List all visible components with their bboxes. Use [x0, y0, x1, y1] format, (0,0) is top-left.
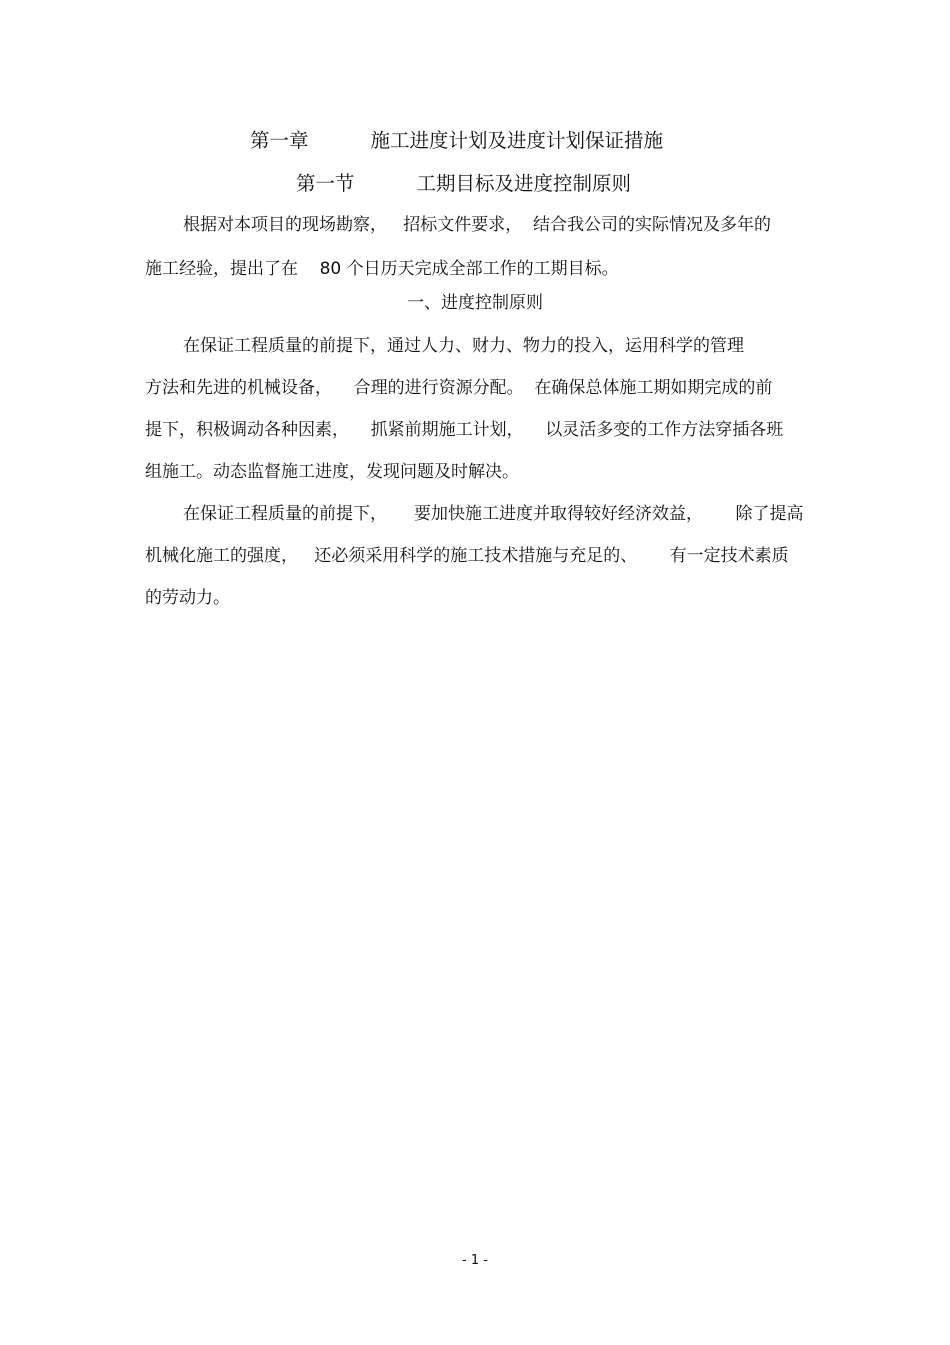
page-number: - 1 -	[462, 1253, 488, 1268]
paragraph-3-line-3: 的劳动力。	[145, 588, 230, 608]
paragraph-1-line-1: 根据对本项目的现场勘察， 招标文件要求， 结合我公司的实际情况及多年的	[183, 215, 772, 235]
paragraph-3-line-2: 机械化施工的强度， 还必须采用科学的施工技术措施与充足的、 有一定技术素质	[145, 546, 789, 566]
paragraph-2-line-2: 方法和先进的机械设备， 合理的进行资源分配。 在确保总体施工期如期完成的前	[145, 378, 773, 398]
chapter-title: 第一章 施工进度计划及进度计划保证措施	[250, 129, 663, 152]
paragraph-2-line-3: 提下，积极调动各种因素， 抓紧前期施工计划， 以灵活多变的工作方法穿插各班	[145, 420, 784, 440]
section-title: 第一节 工期目标及进度控制原则	[296, 172, 631, 195]
paragraph-2-line-1: 在保证工程质量的前提下，通过人力、财力、物力的投入，运用科学的管理	[183, 336, 744, 356]
paragraph-3-line-1: 在保证工程质量的前提下， 要加快施工进度并取得较好经济效益， 除了提高	[183, 504, 804, 524]
paragraph-2-line-4: 组施工。动态监督施工进度，发现问题及时解决。	[145, 462, 519, 482]
paragraph-1-line-2: 施工经验，提出了在 80 个日历天完成全部工作的工期目标。	[145, 259, 619, 279]
subheading-progress-control-principles: 一、进度控制原则	[407, 293, 543, 313]
